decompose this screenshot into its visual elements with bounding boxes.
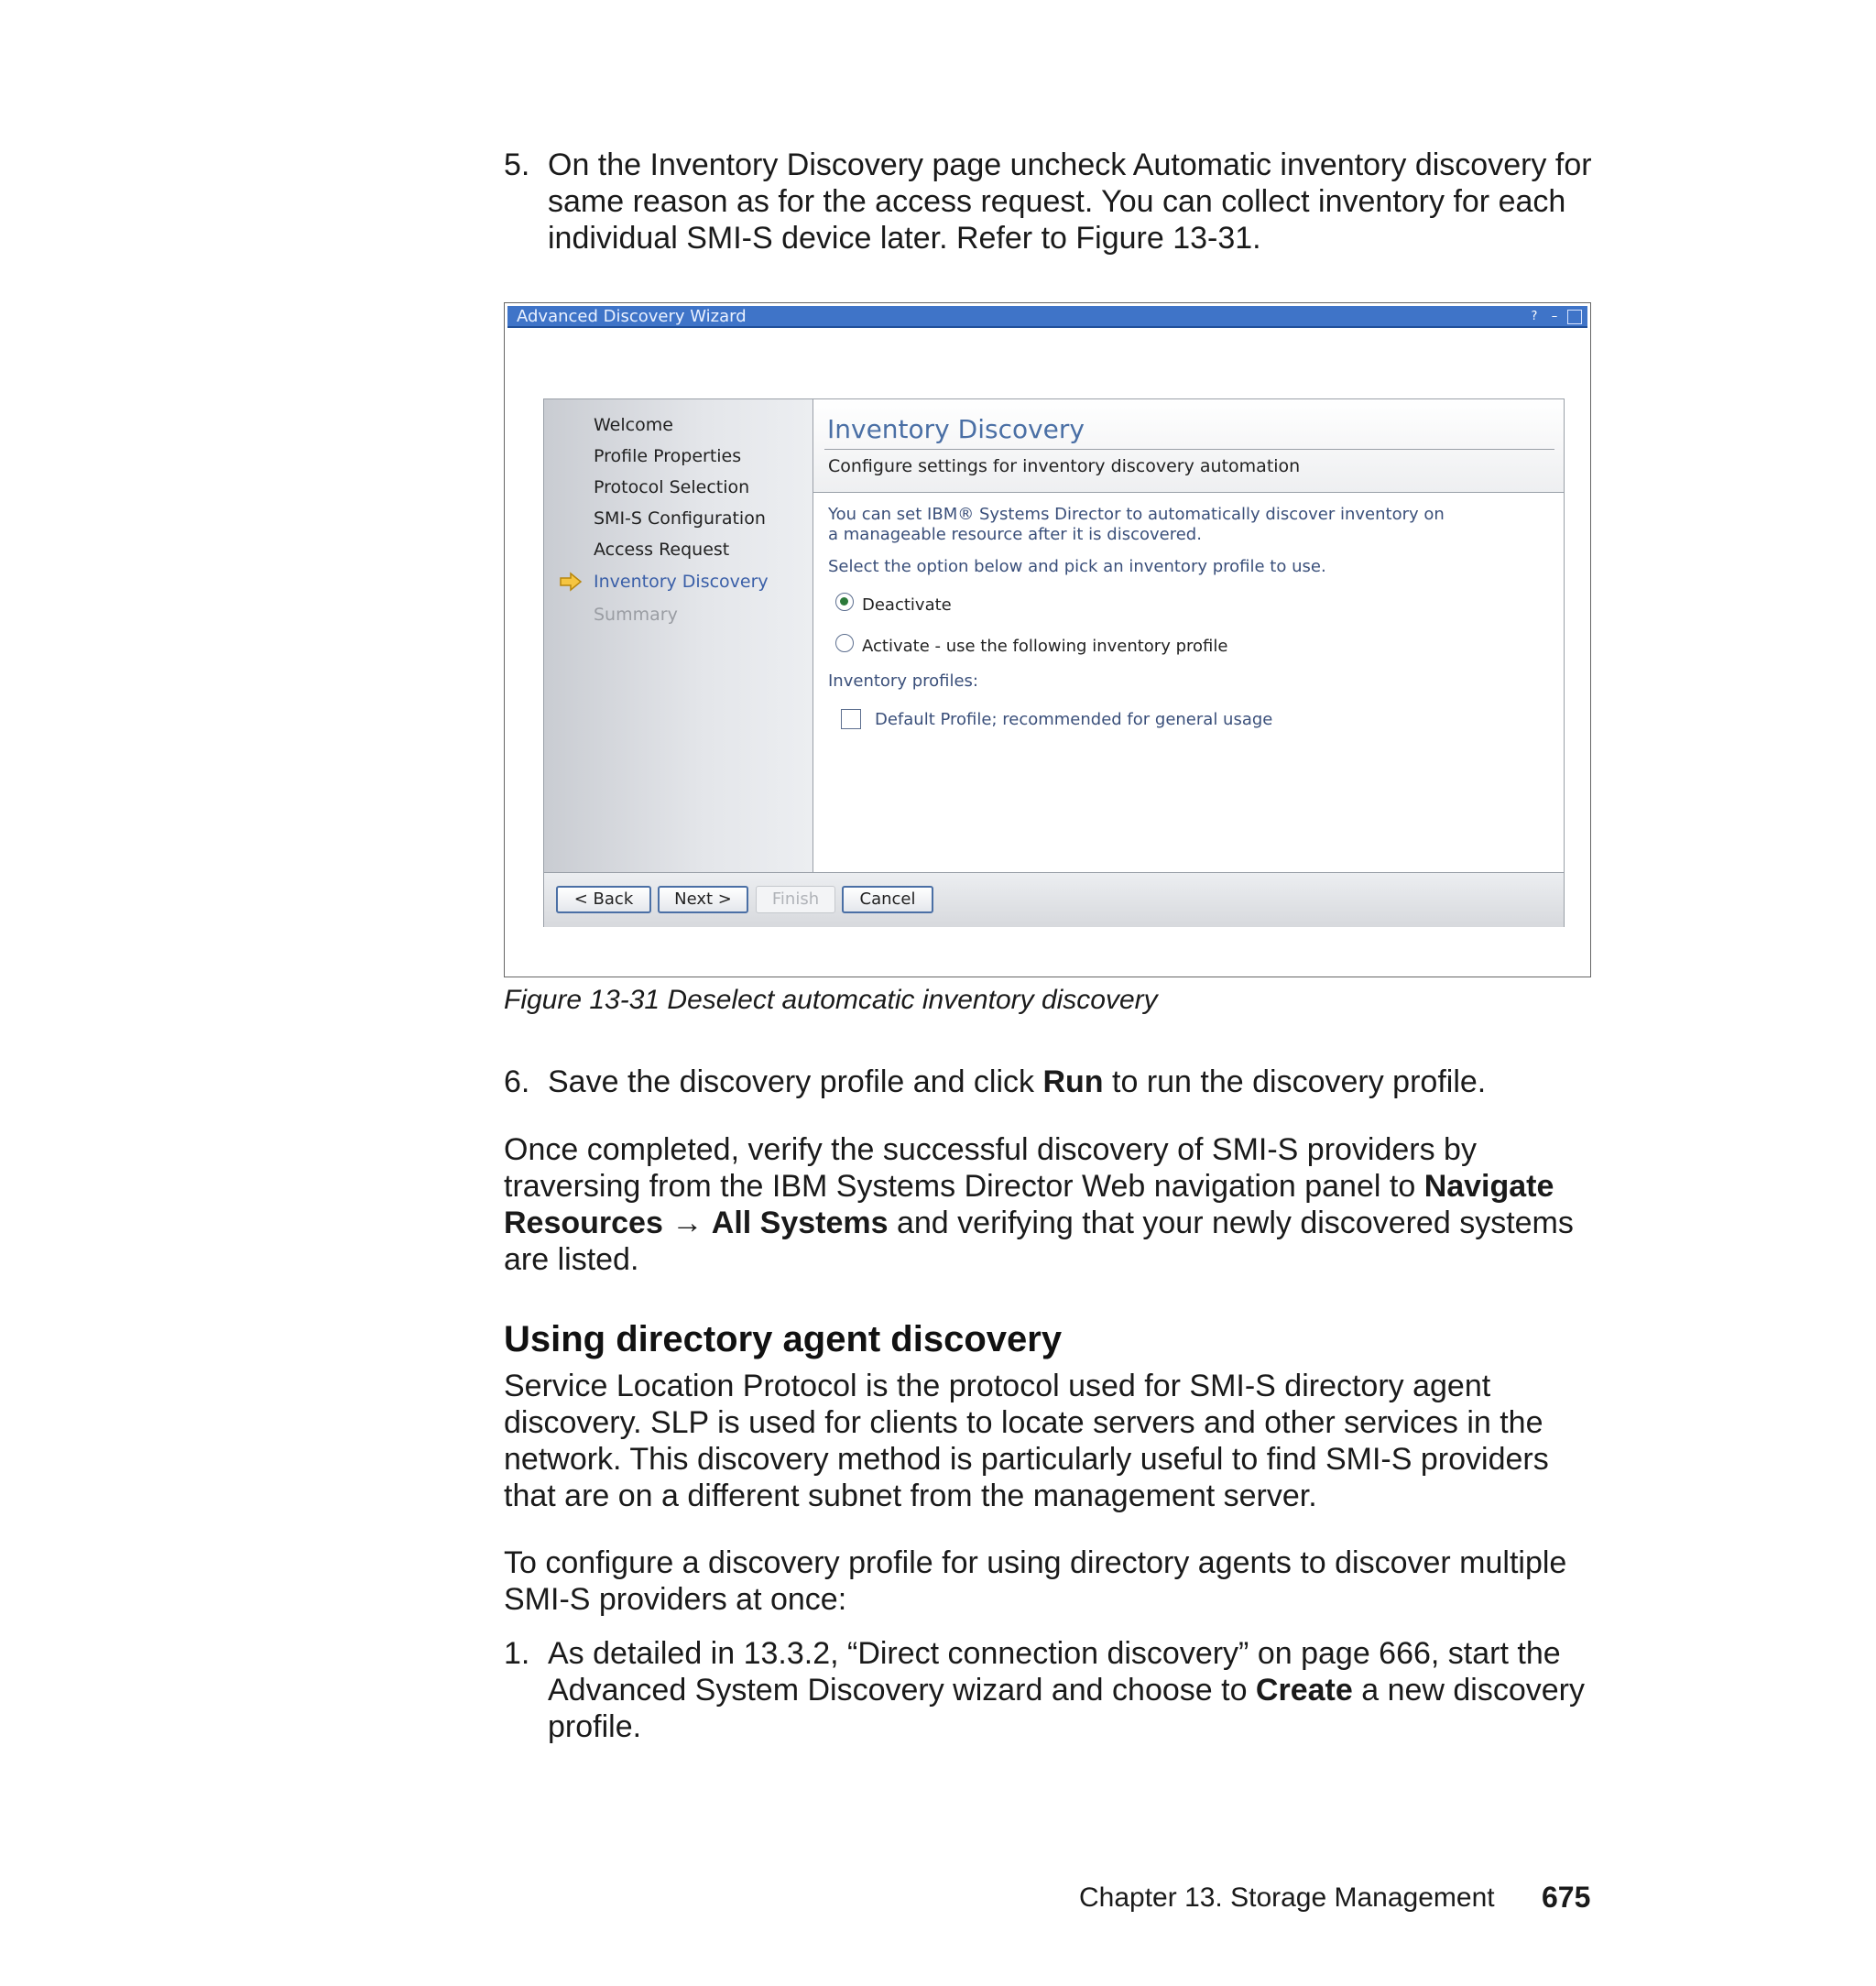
nav-item-access-request[interactable]: Access Request [594,540,730,560]
step-6 [504,1064,1603,1104]
step-number: 1. [504,1636,530,1671]
nav-item-inventory-discovery[interactable]: Inventory Discovery [594,572,769,592]
cancel-button[interactable]: Cancel [842,886,933,913]
wizard-header [813,399,1564,493]
step-text-part: a new discovery profile. [548,1673,1585,1744]
nav-item-protocol-selection[interactable]: Protocol Selection [594,477,750,497]
chapter-footer: Chapter 13. Storage Management [1079,1882,1495,1913]
step-text: On the Inventory Discovery page uncheck Automatic inventory discovery for same reason as for the access request. You can collect inventory for each individual SMI-S device later. Refer to Figure 13-31. [548,147,1592,256]
text-part: and verifying that your newly discovered systems are listed. [504,1206,1574,1277]
nav-item-welcome[interactable]: Welcome [594,415,673,435]
maximize-icon[interactable] [1567,310,1582,324]
nav-item-profile-properties[interactable]: Profile Properties [594,446,742,466]
page-number: 675 [1542,1881,1591,1914]
figure-caption: Figure 13-31 Deselect automcatic inventory discovery [504,985,1158,1015]
back-button[interactable]: < Back [556,886,651,913]
step-1 [504,1635,1603,1749]
all-systems-emphasis: All Systems [711,1206,889,1240]
activate-radio[interactable] [835,634,854,652]
section-heading: Using directory agent discovery [504,1319,1063,1359]
default-profile-checkbox[interactable] [841,709,861,729]
next-button[interactable]: Next > [658,886,748,913]
wizard-content [813,399,1564,872]
text-part: → [662,1206,712,1240]
default-profile-label[interactable]: Default Profile; recommended for general usage [875,710,1273,729]
page-subtitle: Configure settings for inventory discovery automation [828,456,1301,476]
intro-text-line-2: a manageable resource after it is discovered. [828,525,1202,544]
minimize-icon[interactable]: – [1551,310,1558,323]
step-number: 5. [504,147,530,182]
finish-button: Finish [756,886,835,913]
step-number: 6. [504,1064,530,1099]
step-5 [504,147,1603,260]
activate-label[interactable]: Activate - use the following inventory profile [862,637,1228,656]
step-text [548,1635,1638,1745]
step-text-part: As detailed in 13.3.2, “Direct connection discovery” on page 666, start the Advanced System Discovery wizard and choose to [548,1636,1561,1708]
step-text [548,1064,1638,1100]
run-emphasis: Run [1042,1064,1104,1099]
wizard-steps-nav [544,399,813,872]
help-icon[interactable]: ? [1531,310,1538,323]
select-prompt: Select the option below and pick an inventory profile to use. [828,557,1326,576]
wizard-screenshot [504,302,1591,977]
window-titlebar [507,306,1587,328]
text-part: Once completed, verify the successful discovery of SMI-S providers by traversing from the IBM Systems Director Web navigation panel to [504,1132,1477,1204]
wizard-footer [544,872,1564,927]
title-divider [824,449,1554,450]
deactivate-radio[interactable] [835,593,854,611]
paragraph-slp: Service Location Protocol is the protocol used for SMI-S directory agent discovery. SLP is used for clients to locate servers and other services in the network. This discovery method is particularly useful to find SMI-S providers that are on a different subnet from the management server. [504,1369,1549,1513]
arrow-right-icon [559,572,583,592]
deactivate-label[interactable]: Deactivate [862,595,952,615]
window-title: Advanced Discovery Wizard [517,307,747,326]
navigate-resources-emphasis: Navigate Resources [504,1169,1554,1240]
paragraph-verify [504,1131,1594,1278]
paragraph-configure: To configure a discovery profile for using directory agents to discover multiple SMI-S providers at once: [504,1545,1567,1617]
create-emphasis: Create [1255,1673,1353,1708]
step-text-part: to run the discovery profile. [1103,1064,1487,1099]
inventory-profiles-label: Inventory profiles: [828,671,978,691]
page-title: Inventory Discovery [827,414,1085,444]
nav-item-summary: Summary [594,605,678,625]
nav-item-smis-configuration[interactable]: SMI-S Configuration [594,508,766,529]
wizard-panel [543,398,1565,927]
step-text-part: Save the discovery profile and click [548,1064,1043,1099]
intro-text-line-1: You can set IBM® Systems Director to automatically discover inventory on [828,505,1445,524]
